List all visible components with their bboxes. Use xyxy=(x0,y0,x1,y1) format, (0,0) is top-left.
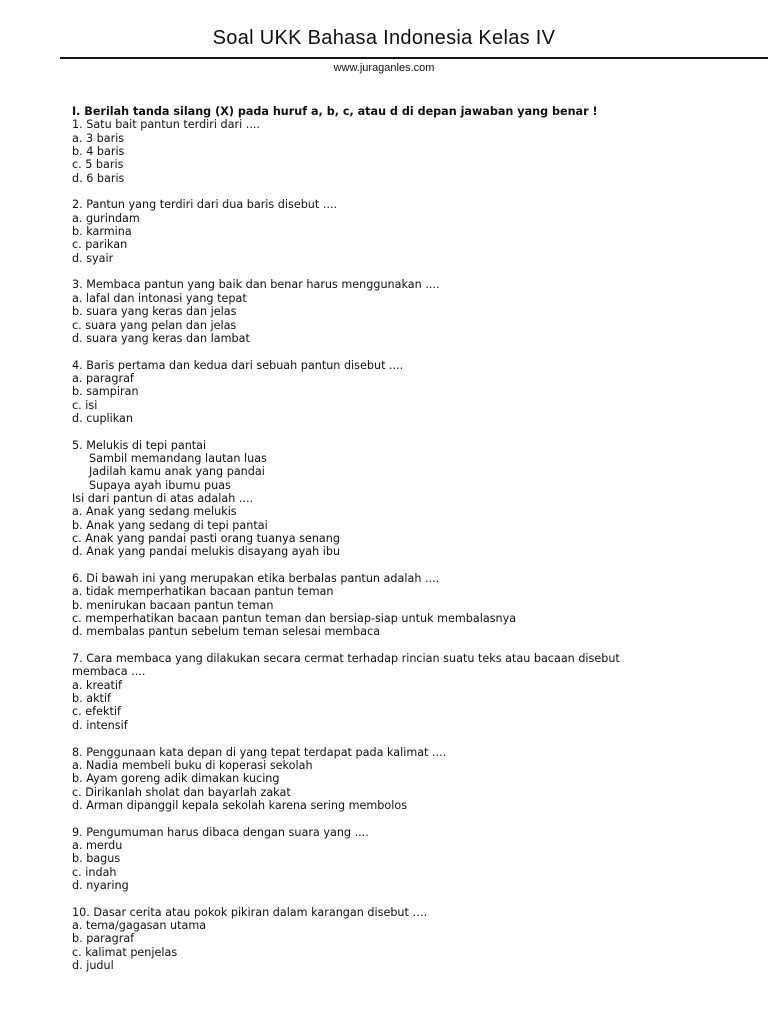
header-divider xyxy=(60,57,768,59)
question-text: 9. Pengumuman harus dibaca dengan suara yang .... xyxy=(72,825,369,839)
answer-option[interactable]: a. merdu xyxy=(72,838,123,852)
answer-option[interactable]: a. paragraf xyxy=(72,371,134,385)
answer-option[interactable]: c. 5 baris xyxy=(72,158,124,172)
answer-option[interactable]: d. Arman dipanggil kepala sekolah karena sering membolos xyxy=(72,798,408,812)
answer-option[interactable]: c. kalimat penjelas xyxy=(72,945,178,959)
answer-option[interactable]: c. memperhatikan bacaan pantun teman dan bersiap-siap untuk membalasnya xyxy=(72,612,517,626)
answer-option[interactable]: a. 3 baris xyxy=(72,131,125,145)
question-prompt: Isi dari pantun di atas adalah .... xyxy=(72,491,254,505)
answer-option[interactable]: b. suara yang keras dan jelas xyxy=(72,305,237,319)
answer-option[interactable]: b. bagus xyxy=(72,852,121,866)
question-item xyxy=(72,652,762,732)
answer-option[interactable]: a. Nadia membeli buku di koperasi sekolah xyxy=(72,758,313,772)
question-item xyxy=(72,906,762,973)
question-text: 2. Pantun yang terdiri dari dua baris disebut .... xyxy=(72,198,338,212)
answer-option[interactable]: d. suara yang keras dan lambat xyxy=(72,331,250,345)
answer-option[interactable]: c. Anak yang pandai pasti orang tuanya senang xyxy=(72,532,340,545)
answer-option[interactable]: d. intensif xyxy=(72,718,128,732)
answer-option[interactable]: a. kreatif xyxy=(72,678,122,692)
question-text: membaca .... xyxy=(72,665,146,679)
question-item xyxy=(72,198,762,265)
answer-option[interactable]: c. isi xyxy=(72,398,98,412)
answer-option[interactable]: b. karmina xyxy=(72,225,132,239)
question-item xyxy=(72,572,762,639)
answer-option[interactable]: a. tema/gagasan utama xyxy=(72,918,207,932)
answer-option[interactable]: d. nyaring xyxy=(72,878,129,892)
question-text: 1. Satu bait pantun terdiri dari .... xyxy=(72,118,260,132)
answer-option[interactable]: a. tidak memperhatikan bacaan pantun teman xyxy=(72,585,334,599)
answer-option[interactable]: c. parikan xyxy=(72,238,128,252)
question-text: 10. Dasar cerita atau pokok pikiran dalam karangan disebut …. xyxy=(72,905,428,919)
question-item xyxy=(72,746,762,813)
answer-option[interactable]: a. gurindam xyxy=(72,211,140,225)
answer-option[interactable]: d. Anak yang pandai melukis disayang ayah ibu xyxy=(72,545,341,559)
answer-option[interactable]: b. menirukan bacaan pantun teman xyxy=(72,598,274,612)
answer-option[interactable]: a. lafal dan intonasi yang tepat xyxy=(72,291,247,305)
answer-option[interactable]: b. Ayam goreng adik dimakan kucing xyxy=(72,772,280,786)
question-item xyxy=(72,439,762,559)
answer-option[interactable]: d. syair xyxy=(72,251,114,265)
pantun-line: Jadilah kamu anak yang pandai xyxy=(89,465,265,479)
answer-option[interactable]: c. Dirikanlah sholat dan bayarlah zakat xyxy=(72,785,291,799)
question-text: 3. Membaca pantun yang baik dan benar harus menggunakan .... xyxy=(72,278,440,292)
question-text: 4. Baris pertama dan kedua dari sebuah pantun disebut .... xyxy=(72,358,404,372)
answer-option[interactable]: d. judul xyxy=(72,959,114,972)
website-url[interactable]: www.juraganles.com xyxy=(333,62,435,74)
answer-option[interactable]: b. 4 baris xyxy=(72,145,125,159)
question-item xyxy=(72,278,762,345)
question-text: 5. Melukis di tepi pantai xyxy=(72,438,207,452)
question-item xyxy=(72,359,762,426)
answer-option[interactable]: c. suara yang pelan dan jelas xyxy=(72,318,237,332)
question-item xyxy=(72,118,762,185)
question-item xyxy=(72,826,762,893)
answer-option[interactable]: b. sampiran xyxy=(72,385,139,399)
answer-option[interactable]: a. Anak yang sedang melukis xyxy=(72,505,237,519)
answer-option[interactable]: b. Anak yang sedang di tepi pantai xyxy=(72,518,268,532)
answer-option[interactable]: d. membalas pantun sebelum teman selesai membaca xyxy=(72,625,381,639)
pantun-line: Sambil memandang lautan luas xyxy=(89,451,267,465)
question-text: 7. Cara membaca yang dilakukan secara cermat terhadap rincian suatu teks atau bacaan disebut xyxy=(72,652,620,666)
question-section xyxy=(72,105,762,986)
question-text: 6. Di bawah ini yang merupakan etika berbalas pantun adalah .... xyxy=(72,572,440,586)
section-instruction: I. Berilah tanda silang (X) pada huruf a, b, c, atau d di depan jawaban yang benar ! xyxy=(72,105,598,118)
question-text: 8. Penggunaan kata depan di yang tepat terdapat pada kalimat .... xyxy=(72,745,447,759)
answer-option[interactable]: c. indah xyxy=(72,865,117,879)
answer-option[interactable]: d. cuplikan xyxy=(72,411,134,425)
answer-option[interactable]: b. paragraf xyxy=(72,932,135,946)
answer-option[interactable]: c. efektif xyxy=(72,705,121,719)
answer-option[interactable]: d. 6 baris xyxy=(72,171,125,185)
question-list xyxy=(72,118,762,972)
pantun-line: Supaya ayah ibumu puas xyxy=(89,478,231,492)
document-title: Soal UKK Bahasa Indonesia Kelas IV xyxy=(212,27,556,49)
answer-option[interactable]: b. aktif xyxy=(72,692,111,706)
